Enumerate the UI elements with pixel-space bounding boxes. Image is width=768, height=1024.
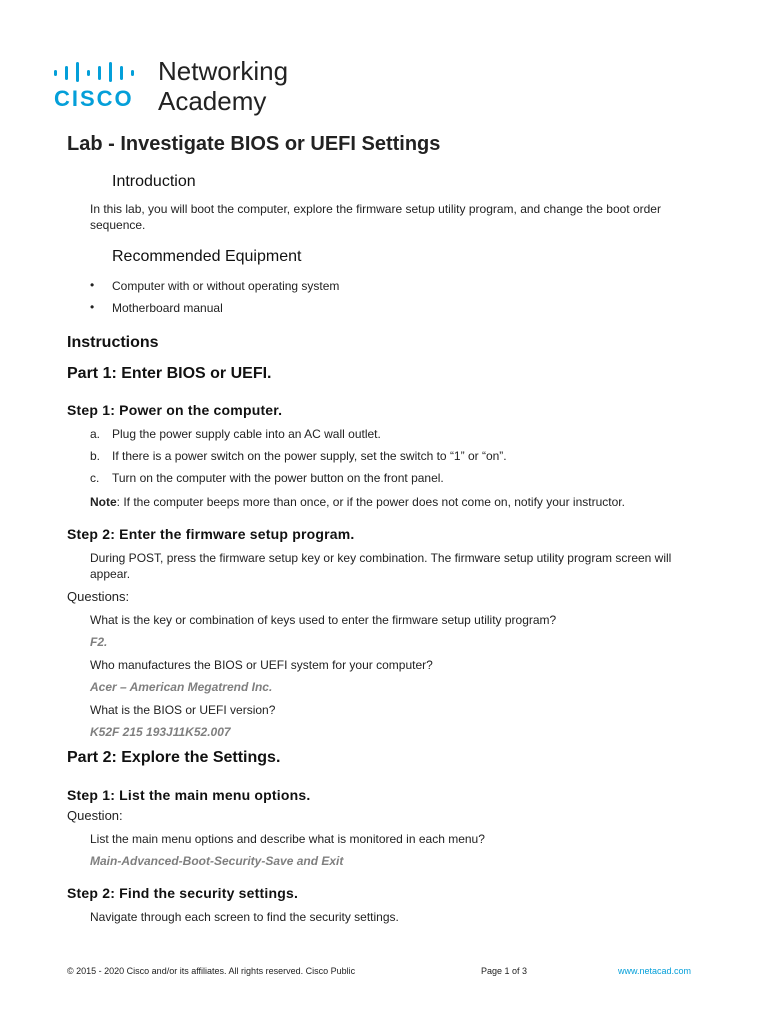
cisco-networking-academy-logo [54, 58, 314, 118]
question-text: What is the BIOS or UEFI version? [90, 703, 276, 717]
list-label: a. [90, 427, 101, 441]
part2-step2-heading: Step 2: Find the security settings. [67, 885, 299, 901]
part2-heading: Part 2: Explore the Settings. [67, 749, 281, 766]
introduction-text-line2: sequence. [90, 218, 146, 232]
footer-page-number: Page 1 of 3 [481, 966, 528, 976]
bullet-icon: • [90, 300, 95, 314]
list-label: b. [90, 449, 101, 463]
step2-text-line2: appear. [90, 567, 131, 581]
equipment-heading: Recommended Equipment [112, 248, 302, 265]
part1-step1-heading: Step 1: Power on the computer. [67, 402, 283, 418]
introduction-text-line1: In this lab, you will boot the computer, explore the firmware setup utility program, and change the boot order [90, 202, 661, 216]
logo-networking-text: Networking [158, 56, 289, 86]
list-item: Turn on the computer with the power button on the front panel. [112, 471, 444, 485]
question-label: Question: [67, 808, 123, 823]
answer-text: Main-Advanced-Boot-Security-Save and Exit [90, 854, 344, 868]
footer-copyright: © 2015 - 2020 Cisco and/or its affiliates. All rights reserved. Cisco Public [67, 966, 356, 976]
list-item: If there is a power switch on the power supply, set the switch to “1” or “on”. [112, 449, 507, 463]
answer-text: K52F 215 193J11K52.007 [90, 725, 231, 739]
bullet-icon: • [90, 278, 95, 292]
logo-academy-text: Academy [158, 86, 267, 116]
page-title: Lab - Investigate BIOS or UEFI Settings [67, 133, 441, 155]
introduction-heading: Introduction [112, 173, 196, 190]
step2-text-line1: During POST, press the firmware setup key or key combination. The firmware setup utility program screen will [90, 551, 672, 565]
question-text: Who manufactures the BIOS or UEFI system for your computer? [90, 658, 433, 672]
step-text: Navigate through each screen to find the security settings. [90, 910, 399, 924]
equipment-item: Computer with or without operating system [112, 279, 340, 293]
question-text: What is the key or combination of keys used to enter the firmware setup utility program? [90, 613, 557, 627]
note-label: Note [90, 495, 117, 509]
note [90, 494, 625, 510]
part2-step1-heading: Step 1: List the main menu options. [67, 787, 311, 803]
footer-link[interactable]: www.netacad.com [618, 966, 692, 976]
instructions-heading: Instructions [67, 334, 159, 351]
questions-label: Questions: [67, 589, 130, 604]
answer-text: Acer – American Megatrend Inc. [90, 680, 273, 694]
question-text: List the main menu options and describe what is monitored in each menu? [90, 832, 485, 846]
part1-step2-heading: Step 2: Enter the firmware setup program. [67, 526, 355, 542]
list-item: Plug the power supply cable into an AC wall outlet. [112, 427, 381, 441]
note-text: : If the computer beeps more than once, or if the power does not come on, notify your instructor. [116, 495, 625, 509]
cisco-wordmark: CISCO [54, 86, 134, 111]
equipment-item: Motherboard manual [112, 301, 223, 315]
list-label: c. [90, 471, 100, 485]
answer-text: F2. [90, 635, 108, 649]
part1-heading: Part 1: Enter BIOS or UEFI. [67, 365, 272, 382]
cisco-bars-icon [54, 62, 146, 82]
